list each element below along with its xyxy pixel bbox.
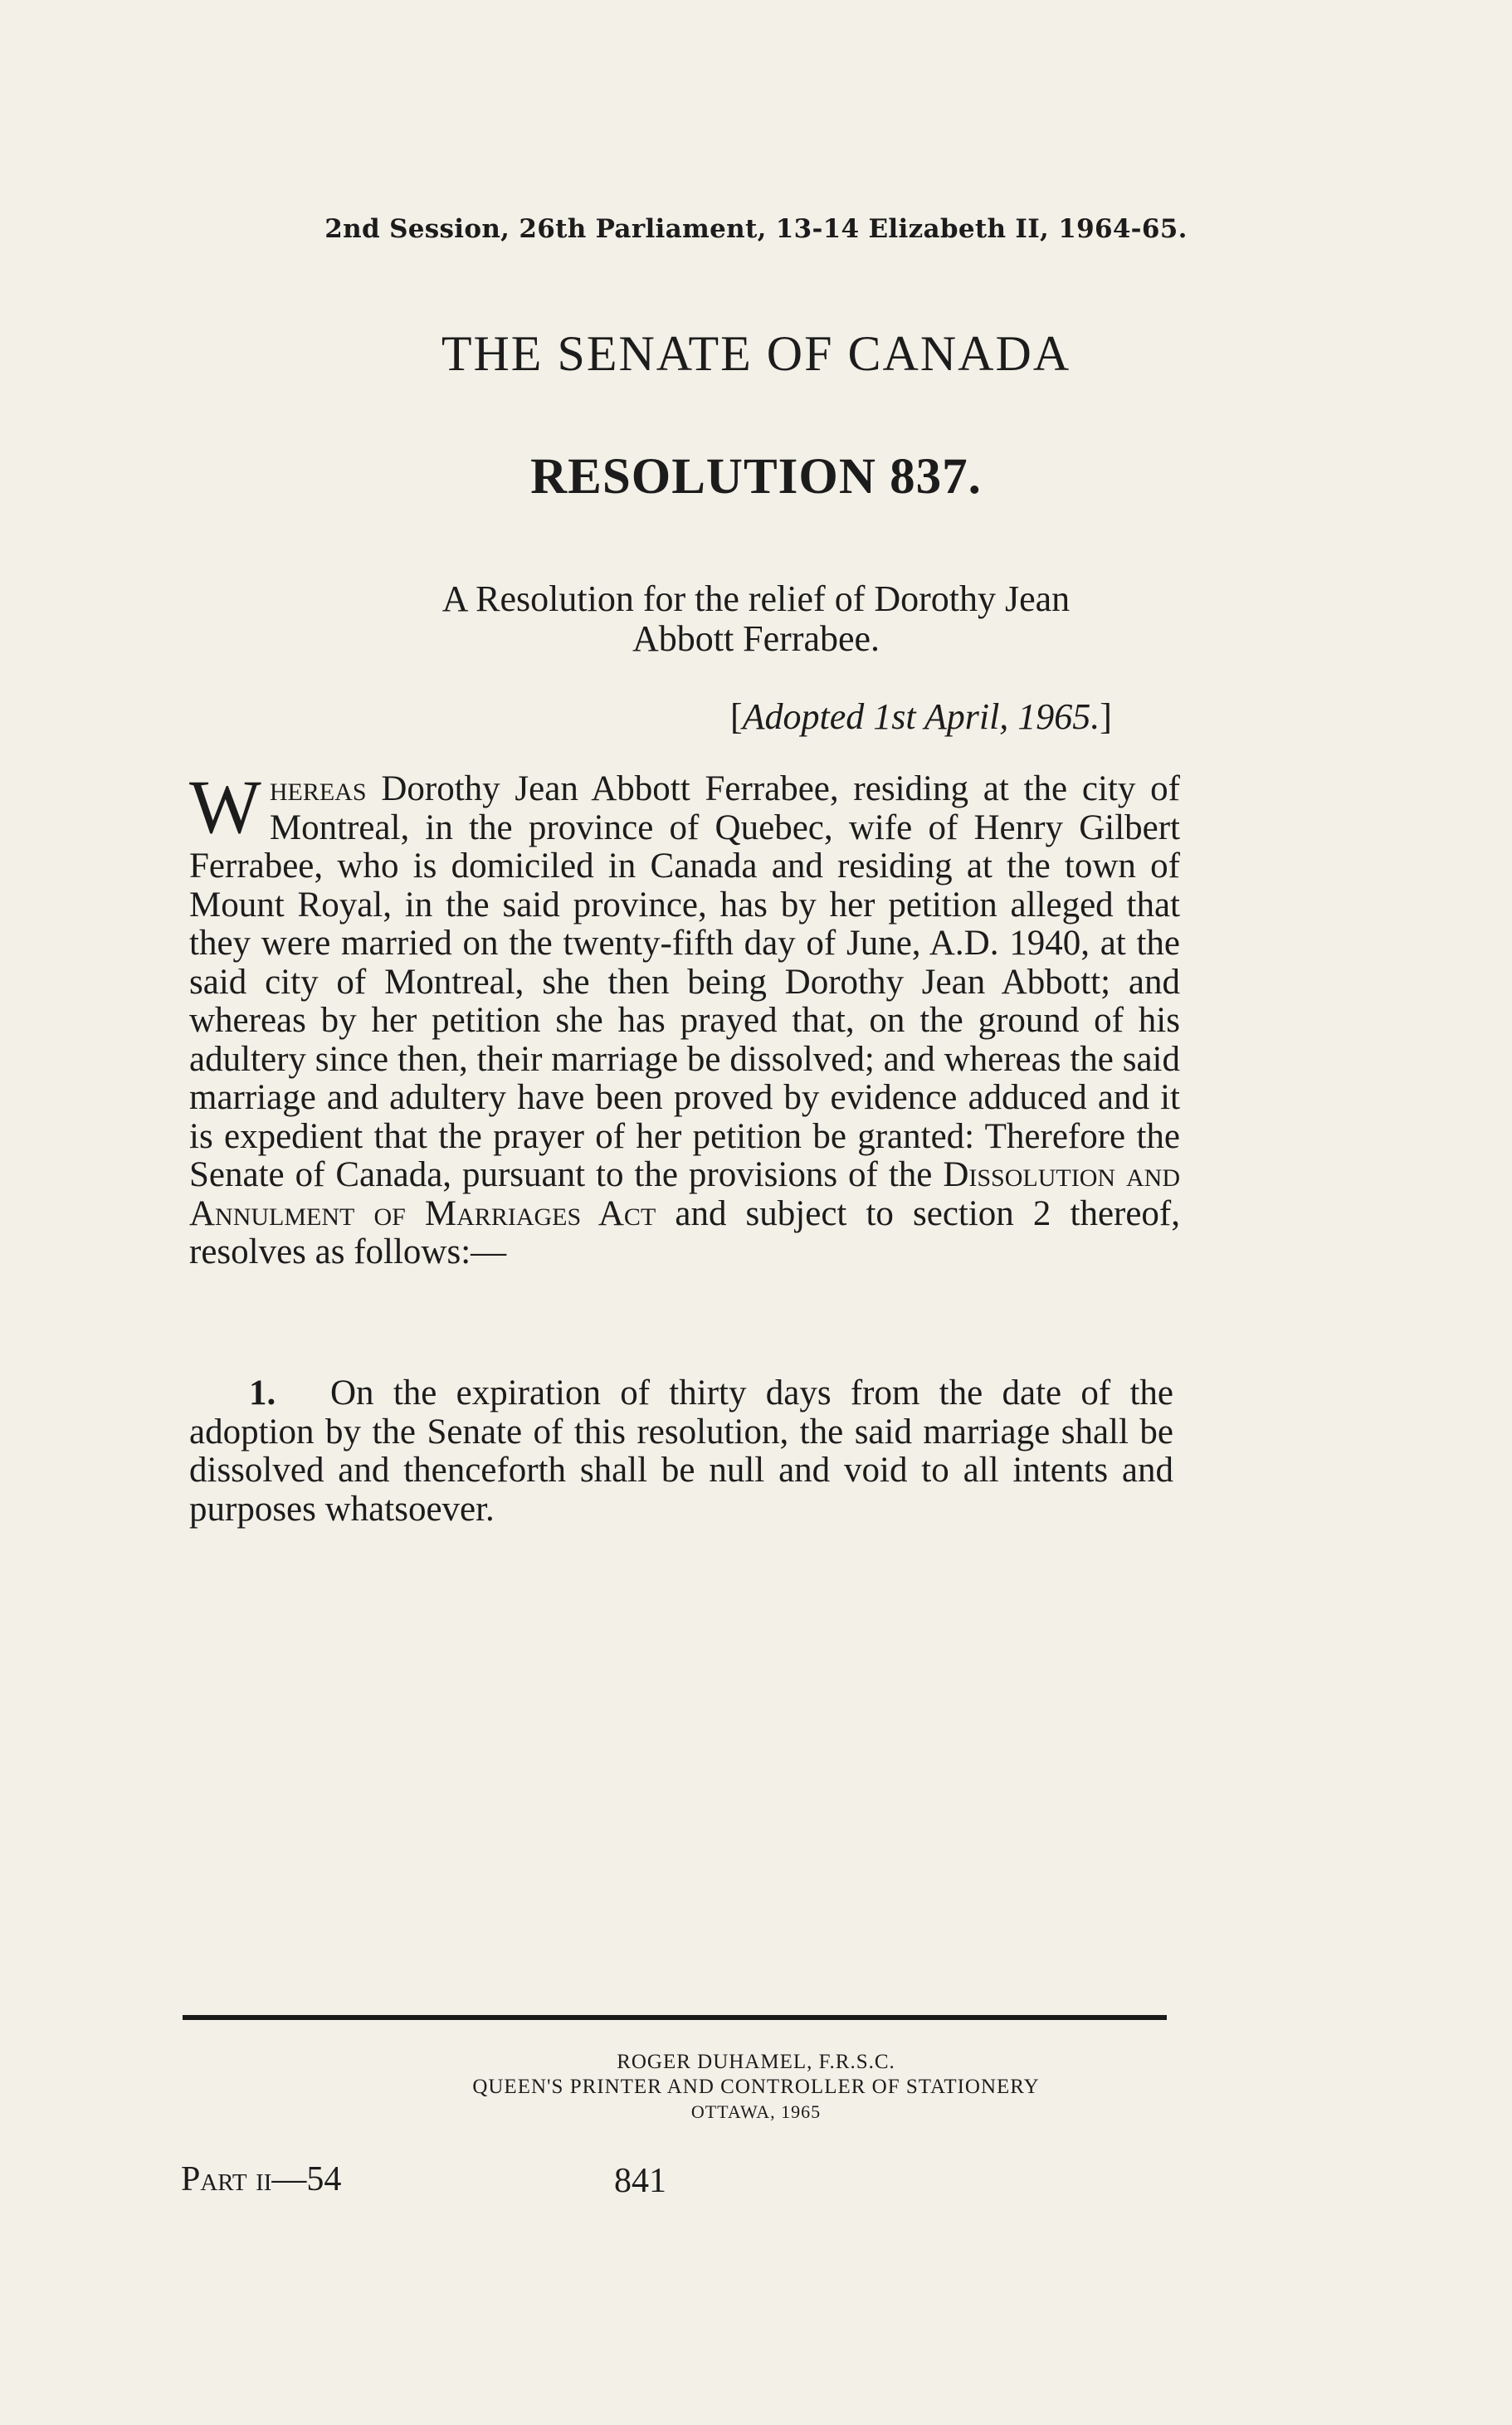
preamble-lead-word: hereas xyxy=(269,769,367,808)
preamble-text-1: Dorothy Jean Abbott Ferrabee, residing at the city of Montreal, in the province of Quebec, wife of Henry Gilbert Ferrabee, who is domiciled in Canada and residing at the town of Mount Royal, in the said province, has by her petition alleged that they were married on the twenty-fifth day of June, A.D. 1940, at the said city of Montreal, she then being Dorothy Jean Abbott; and whereas by her petition she has prayed that, on the ground of his adultery since then, their marriage be dissolved; and whereas the said marriage and adultery have been proved by evidence adduced and it is expedient that the prayer of her petition be granted: Therefore the Senate of Canada, pursuant to the provisions of the xyxy=(189,769,1180,1194)
clause-number: 1. xyxy=(249,1374,276,1413)
printer-place: OTTAWA, 1965 xyxy=(690,2101,822,2122)
part-label: Part ii—54 xyxy=(181,2160,342,2198)
printer-imprint xyxy=(0,2050,1512,2125)
preamble-paragraph xyxy=(189,764,1180,1272)
footer-rule xyxy=(183,2015,1167,2020)
session-heading: 2nd Session, 26th Parliament, 13-14 Elizabeth II, 1964-65. xyxy=(324,214,1188,244)
page-number: 841 xyxy=(614,2162,666,2200)
senate-heading: THE SENATE OF CANADA xyxy=(441,326,1071,381)
act-name: Dissolution and Annulment of Marriages Act xyxy=(189,1155,1180,1233)
resolution-title: RESOLUTION 837. xyxy=(530,449,982,505)
resolution-subtitle xyxy=(0,579,1512,659)
subtitle-line-1: A Resolution for the relief of Dorothy Jean xyxy=(441,578,1071,619)
clause-1 xyxy=(189,1374,1173,1529)
adopted-date-text: Adopted 1st April, 1965. xyxy=(742,696,1100,737)
dropcap-letter: W xyxy=(189,764,261,849)
printer-name: ROGER DUHAMEL, F.R.S.C. xyxy=(617,2051,895,2073)
clause-text: On the expiration of thirty days from the date of the adoption by the Senate of this resolution, the said marriage shall be dissolved and thenceforth shall be null and void to all intents and purposes whatsoever. xyxy=(189,1374,1173,1529)
preamble-text-2: and subject to section 2 thereof, resolves as follows:— xyxy=(189,1193,1180,1271)
printer-title: QUEEN'S PRINTER AND CONTROLLER OF STATIONERY xyxy=(472,2076,1040,2098)
adopted-date: [Adopted 1st April, 1965.] xyxy=(730,696,1112,737)
subtitle-line-2: Abbott Ferrabee. xyxy=(632,618,880,659)
